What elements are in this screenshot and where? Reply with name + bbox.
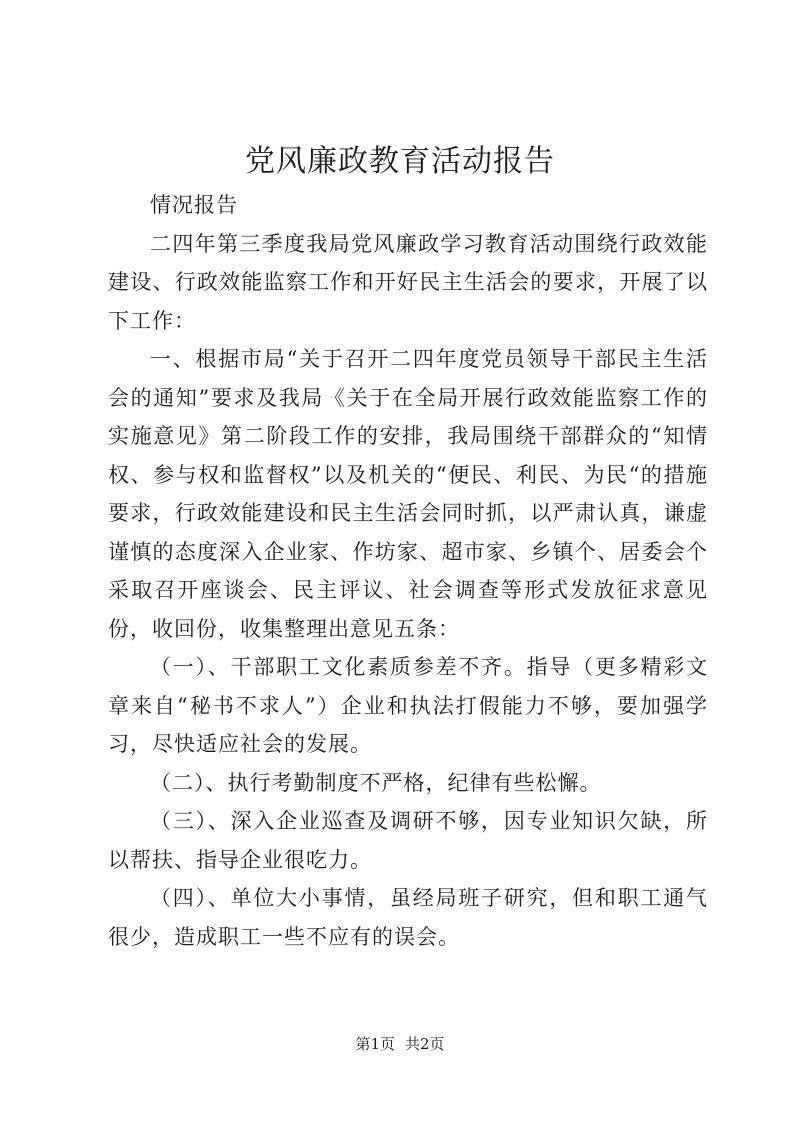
paragraph-section-one: 一、根据市局“关于召开二四年度党员领导干部民主生活会的通知”要求及我局《关于在全局开展行政效能监察工作的实施意见》第二阶段工作的安排，我局围绕干部群众的“知情权、参与权和监督权”以及机关的“便民、利民、为民“的措施要求，行政效能建设和民主生活会同时抓，以严肃认真，谦虚谨慎的态度深入企业家、作坊家、超市家、乡镇个、居委会个采取召开座谈会、民主评议、社会调查等形式发放征求意见份，收回份，收集整理出意见五条： [108, 347, 708, 641]
paragraph-intro: 二四年第三季度我局党风廉政学习教育活动围绕行政效能建设、行政效能监察工作和开好民主生活会的要求，开展了以下工作： [108, 231, 708, 333]
document-body [108, 186, 708, 956]
paragraph-item-3: （三）、深入企业巡查及调研不够，因专业知识欠缺，所以帮扶、指导企业很吃力。 [108, 809, 708, 872]
paragraph-item-1: （一）、干部职工文化素质参差不齐。指导（更多精彩文章来自“秘书不求人”）企业和执法打假能力不够，要加强学习，尽快适应社会的发展。 [108, 655, 708, 756]
page-number: 第1页 [355, 1035, 395, 1053]
paragraph-item-2: （二）、执行考勤制度不严格，纪律有些松懈。 [150, 770, 602, 795]
page-footer [0, 1033, 800, 1055]
paragraph-item-4: （四）、单位大小事情，虽经局班子研究，但和职工通气很少，造成职工一些不应有的误会。 [108, 886, 708, 949]
paragraph-heading: 情况报告 [150, 193, 238, 217]
document-title: 党风廉政教育活动报告 [245, 144, 555, 179]
page-total: 共2页 [405, 1035, 445, 1053]
